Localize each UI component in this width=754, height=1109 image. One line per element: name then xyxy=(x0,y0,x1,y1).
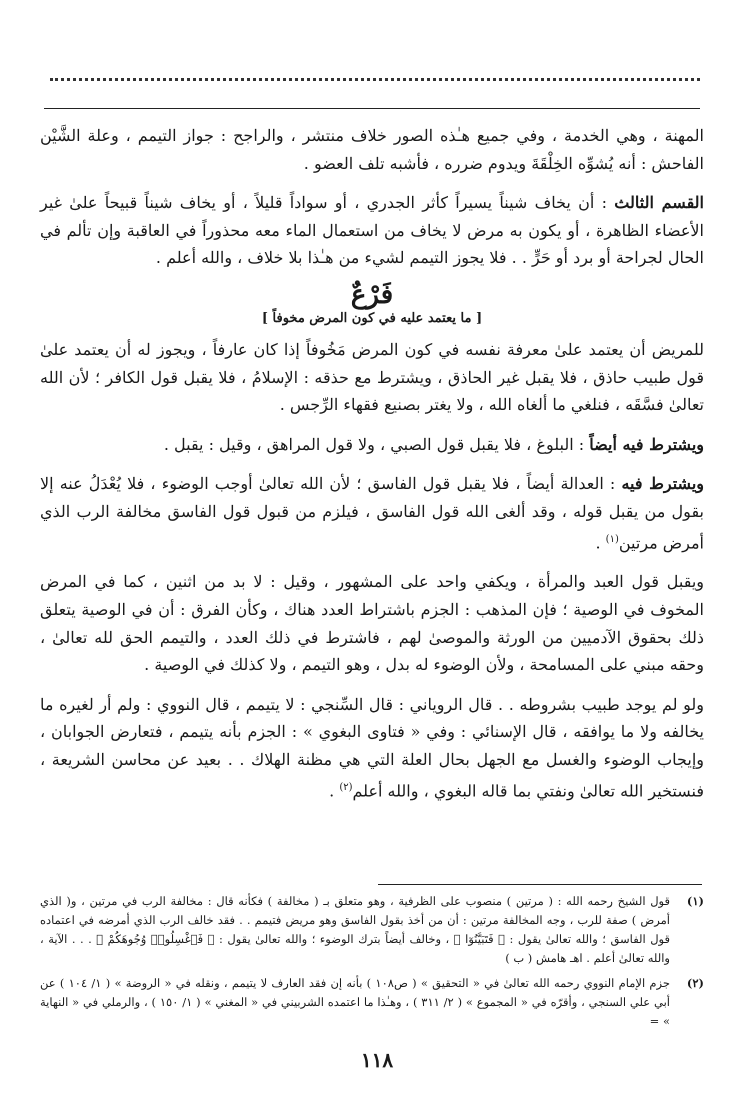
main-text xyxy=(40,122,704,817)
paragraph: المهنة ، وهي الخدمة ، وفي جميع هـٰذه الصور خلاف منتشر ، والراجح : جواز التيمم ، وعلة الشَّيْن الفاحش : أنه يُشوِّه الخِلْقَةَ ويدوم ضرره ، فأشبه تلف العضو . xyxy=(40,126,704,173)
footnote-text: قول الشيخ رحمه الله : ( مرتين ) منصوب على الظرفية ، وهو متعلق بـ ( مخالفة ) فكأنه قال : مخالفة الرب في مرتين ، و( الذي أمرض ) صفة للرب ، وجه المخالفة مرتين : أن من أخذ بقول الفاسق وهو مريض فتيمم . . فقد خالف الرب الذي أمرضه في اعتماده قول الفاسق ؛ والله تعالىٰ يقول : ﴿ فَتَبَيَّنُوٓا ﴾ ، وخالف أيضاً بترك الوضوء ؛ والله تعالىٰ يقول : ﴿ فَٱغْسِلُوا۟ وُجُوهَكُمْ ﴾ . . . الآية ، والله تعالىٰ أعلم . اهـ هامش ( ب ) xyxy=(40,894,670,965)
paragraph-lead: القسم الثالث xyxy=(614,193,704,213)
header-rule xyxy=(44,108,700,109)
paragraph: ويشترط فيه أيضاً : البلوغ ، فلا يقبل قول الصبي ، ولا قول المراهق ، وقيل : يقبل . xyxy=(163,434,704,454)
footnote xyxy=(40,974,704,1031)
footnote-number: (٢) xyxy=(686,976,704,990)
footnote-separator xyxy=(378,884,702,885)
section-heading xyxy=(40,280,704,328)
footnote xyxy=(40,892,704,968)
paragraph-lead: ويشترط فيه xyxy=(621,474,705,494)
paragraph-lead: ويشترط فيه أيضاً xyxy=(589,434,704,454)
paragraph: ويقبل قول العبد والمرأة ، ويكفي واحد على المشهور ، وقيل : لا بد من اثنين ، كما في المرض المخوف في الوصية ؛ فإن المذهب : الجزم باشتراط العدد هناك ، وكأن الفرق : أن في الوصية يتعلق ذلك بحقوق الآدميين من الورثة والموصىٰ لهم ، فاشترط في ذلك العدد ، والتيمم الحق لله تعالىٰ ، وحقه مبني على المسامحة ، ولأن الوضوء له بدل ، وهو التيمم ، ولا كذلك في الوصية . xyxy=(40,572,704,675)
heading-title: فَرْعٌ xyxy=(350,279,394,310)
footnote-number: (١) xyxy=(686,894,704,908)
footnote-text: جزم الإمام النووي رحمه الله تعالىٰ في « التحقيق » ( ص١٠٨ ) بأنه إن فقد العارف لا يتيمم ، ونقله في « الروضة » ( ١/ ١٠٤ ) عن أبي علي السنجي ، وأقرّه في « المجموع » ( ٢/ ٣١١ ) ، وهـٰذا ما اعتمده الشربيني في « المغني » ( ١/ ١٥٠ ) ، والرملي في « النهاية » = xyxy=(40,976,670,1028)
paragraph: للمريض أن يعتمد علىٰ معرفة نفسه في كون المرض مَخُوفاً إذا كان عارفاً ، ويجوز له أن يعتمد علىٰ قول طبيب حاذق ، فلا يقبل غير الحاذق ، ويشترط مع حذقه : الإسلامُ ، فلا يقبل قول الكافر ؛ لأن الله تعالىٰ فسَّقَه ، فنلغي ما ألغاه الله ، ولا يغتر بصنيع فقهاء الرِّجس . xyxy=(40,339,705,415)
header-dotted-line xyxy=(50,78,700,81)
footnote-ref[interactable]: (١) xyxy=(605,533,619,545)
paragraph: ويشترط فيه : العدالة أيضاً ، فلا يقبل قول الفاسق ؛ لأن الله تعالىٰ أوجب الوضوء ، فلا يُعْدَلُ عنه إلا بقول من يقبل قوله ، وقد ألغى الله قول الفاسق ، فيلزم من قبول قول الفاسق مخالفة الرب الذي أمرض مرتين$^{(١)}$ . xyxy=(40,474,705,552)
paragraph: ولو لم يوجد طبيب بشروطه . . قال الروياني : قال السِّنجي : لا يتيمم ، قال النووي : ولم أر لغيره ما يخالفه ولا ما يوافقه ، قال الإسنائي : وفي « فتاوى البغوي » : الجزم بأنه يتيمم ، فتعارض الجوابان ، وإيجاب الوضوء والغسل مع الجهل بحال العلة التي هي مظنة الهلاك . . بعيد عن محاسن الشريعة ، فنستخير الله تعالىٰ ونفتي بما قاله البغوي ، والله أعلم$^{(٢)}$ . xyxy=(40,694,704,800)
page-number: ١١٨ xyxy=(360,1048,394,1072)
footnotes xyxy=(40,892,704,1037)
paragraph: القسم الثالث : أن يخاف شيناً يسيراً كأثر الجدري ، أو سواداً قليلاً ، أو يخاف شيناً قبيحاً علىٰ غير الأعضاء الظاهرة ، أو يكون به مرض لا يخاف من استعمال الماء معه محذوراً في العاقبة وإن تألم في الحال لجراحة أو برد أو حَرٍّ . . فلا يجوز التيمم لشيء من هـٰذا بلا خلاف ، والله أعلم . xyxy=(40,193,705,268)
footnote-ref[interactable]: (٢) xyxy=(339,781,353,793)
heading-subtitle: [ ما يعتمد عليه في كون المرض مخوفاً ] xyxy=(261,310,483,326)
